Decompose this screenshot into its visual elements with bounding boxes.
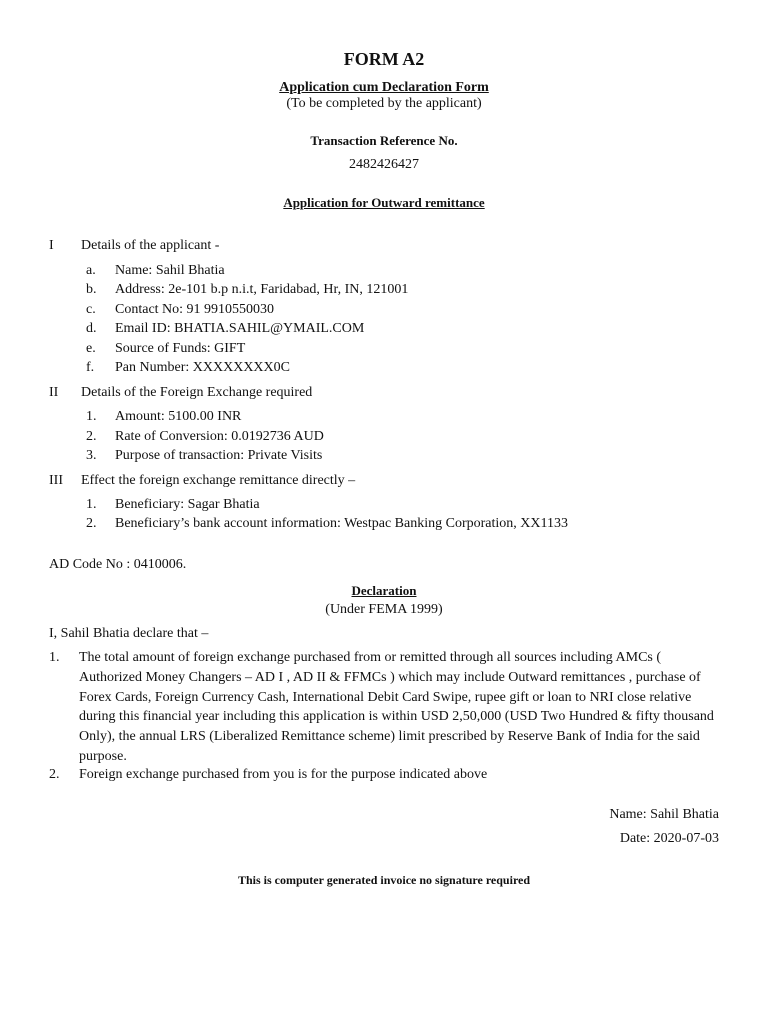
list-item-marker: 2. [86,516,97,531]
beneficiary-bank-info: Beneficiary’s bank account information: Westpac Banking Corporation, XX1133 [115,516,568,531]
applicant-contact: Contact No: 91 9910550030 [115,302,275,317]
list-item-marker: e. [86,341,96,356]
declaration-point-number: 1. [49,650,60,665]
beneficiary-name: Beneficiary: Sagar Bhatia [115,497,260,512]
section-title: Details of the Foreign Exchange required [81,385,313,400]
amount: Amount: 5100.00 INR [115,409,242,424]
application-heading: Application for Outward remittance [283,195,485,210]
list-item-marker: 1. [86,409,97,424]
section-title: Details of the applicant - [81,238,220,253]
section-number: III [49,473,63,488]
section-title: Effect the foreign exchange remittance directly – [81,473,356,488]
purpose-of-transaction: Purpose of transaction: Private Visits [115,448,323,463]
form-note: (To be completed by the applicant) [286,96,482,111]
ad-code: AD Code No : 0410006. [49,557,187,572]
list-item-marker: 3. [86,448,97,463]
declaration-point: Foreign exchange purchased from you is for the purpose indicated above [79,767,488,782]
applicant-email: Email ID: BHATIA.SAHIL@YMAIL.COM [115,321,365,336]
form-title: FORM A2 [343,49,425,69]
declaration-subheading: (Under FEMA 1999) [325,602,443,617]
list-item-marker: 1. [86,497,97,512]
section-number: II [49,385,59,400]
declaration-point-number: 2. [49,767,60,782]
list-item-marker: b. [86,282,97,297]
declaration-intro: I, Sahil Bhatia declare that – [49,626,209,641]
list-item-marker: f. [86,360,95,375]
list-item-marker: d. [86,321,97,336]
signoff-name: Name: Sahil Bhatia [609,807,719,822]
footer-note: This is computer generated invoice no signature required [237,873,531,887]
transaction-reference-value: 2482426427 [349,157,419,172]
applicant-address: Address: 2e-101 b.p n.i.t, Faridabad, Hr, IN, 121001 [115,282,409,297]
list-item-marker: c. [86,302,96,317]
declaration-heading: Declaration [351,583,417,598]
rate-of-conversion: Rate of Conversion: 0.0192736 AUD [115,429,324,444]
list-item-marker: 2. [86,429,97,444]
signoff-date: Date: 2020-07-03 [619,831,719,846]
source-of-funds: Source of Funds: GIFT [115,341,246,356]
list-item-marker: a. [86,263,96,278]
applicant-name: Name: Sahil Bhatia [115,263,225,278]
form-subtitle: Application cum Declaration Form [279,80,489,95]
pan-number: Pan Number: XXXXXXXX0C [115,360,290,375]
section-number: I [49,238,54,253]
transaction-reference-label: Transaction Reference No. [310,133,458,148]
declaration-point: The total amount of foreign exchange purchased from or remitted through all sources including AMCs ( Authorized Money Changers – AD I , AD II & FFMCs ) which may include Outward remittances , purchase of Forex Cards, Foreign Currency Cash, International Debit Card Swipe, rupee gift or loan to NRI close relative during this financial year including this application is within USD 2,50,000 (USD Two Hundred & fifty thousand Only), the annual LRS (Liberalized Remittance scheme) limit prescribed by Reserve Bank of India for the said purpose. [79,650,714,764]
